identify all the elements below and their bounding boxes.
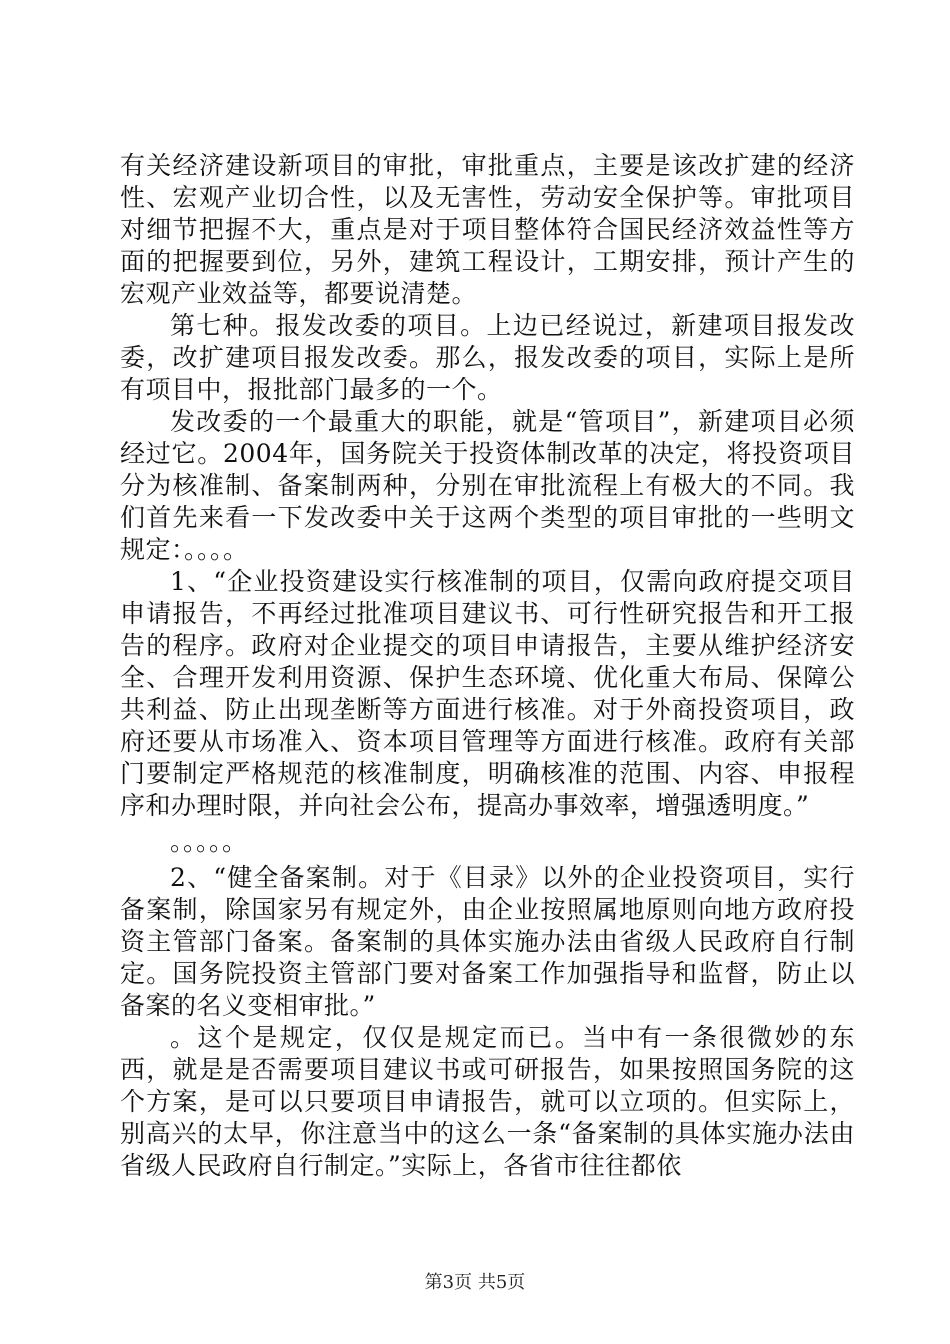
paragraph-ndrc-function: 发改委的一个最重大的职能，就是“管项目”，新建项目必须经过它。2004年，国务院关于投资体制改革的决定，将投资项目分为核准制、备案制两种，分别在审批流程上有极大的不同。我们首先来看一下发改委中关于这两个类型的项目审批的一些明文规定：。。。。 [120,407,855,564]
paragraph-seventh-type: 第七种。报发改委的项目。上边已经说过，新建项目报发改委，改扩建项目报发改委。那么，报发改委的项目，实际上是所有项目中，报批部门最多的一个。 [120,311,855,404]
page-number-footer: 第3页 共5页 [424,1272,526,1293]
paragraph-ellipsis: 。。。。。 [170,827,248,856]
paragraph-continuation: 有关经济建设新项目的审批，审批重点，主要是该改扩建的经济性、宏观产业切合性，以及无害性，劳动安全保护等。审批项目对细节把握不大，重点是对于项目整体符合国民经济效益性等方面的把握要到位，另外，建筑工程设计，工期安排，预计产生的宏观产业效益等，都要说清楚。 [120,151,855,308]
document-body [120,150,855,1182]
paragraph-filing-system-quote: 2、“健全备案制。对于《目录》以外的企业投资项目，实行备案制，除国家另有规定外，由企业按照属地原则向地方政府投资主管部门备案。备案制的具体实施办法由省级人民政府自行制定。国务院投资主管部门要对备案工作加强指导和监督，防止以备案的名义变相审批。” [120,863,855,1020]
paragraph-approval-system-quote: 1、“企业投资建设实行核准制的项目，仅需向政府提交项目申请报告，不再经过批准项目建议书、可行性研究报告和开工报告的程序。政府对企业提交的项目申请报告，主要从维护经济安全、合理开发利用资源、保护生态环境、优化重大布局、保障公共利益、防止出现垄断等方面进行核准。对于外商投资项目，政府还要从市场准入、资本项目管理等方面进行核准。政府有关部门要制定严格规范的核准制度，明确核准的范围、内容、申报程序和办理时限，并向社会公布，提高办事效率，增强透明度。” [120,567,855,820]
paragraph-commentary: 。这个是规定，仅仅是规定而已。当中有一条很微妙的东西，就是是否需要项目建议书或可研报告，如果按照国务院的这个方案，是可以只要项目申请报告，就可以立项的。但实际上，别高兴的太早，你注意当中的这么一条“备案制的具体实施办法由省级人民政府自行制定。”实际上，各省市往往都依 [120,1023,855,1180]
